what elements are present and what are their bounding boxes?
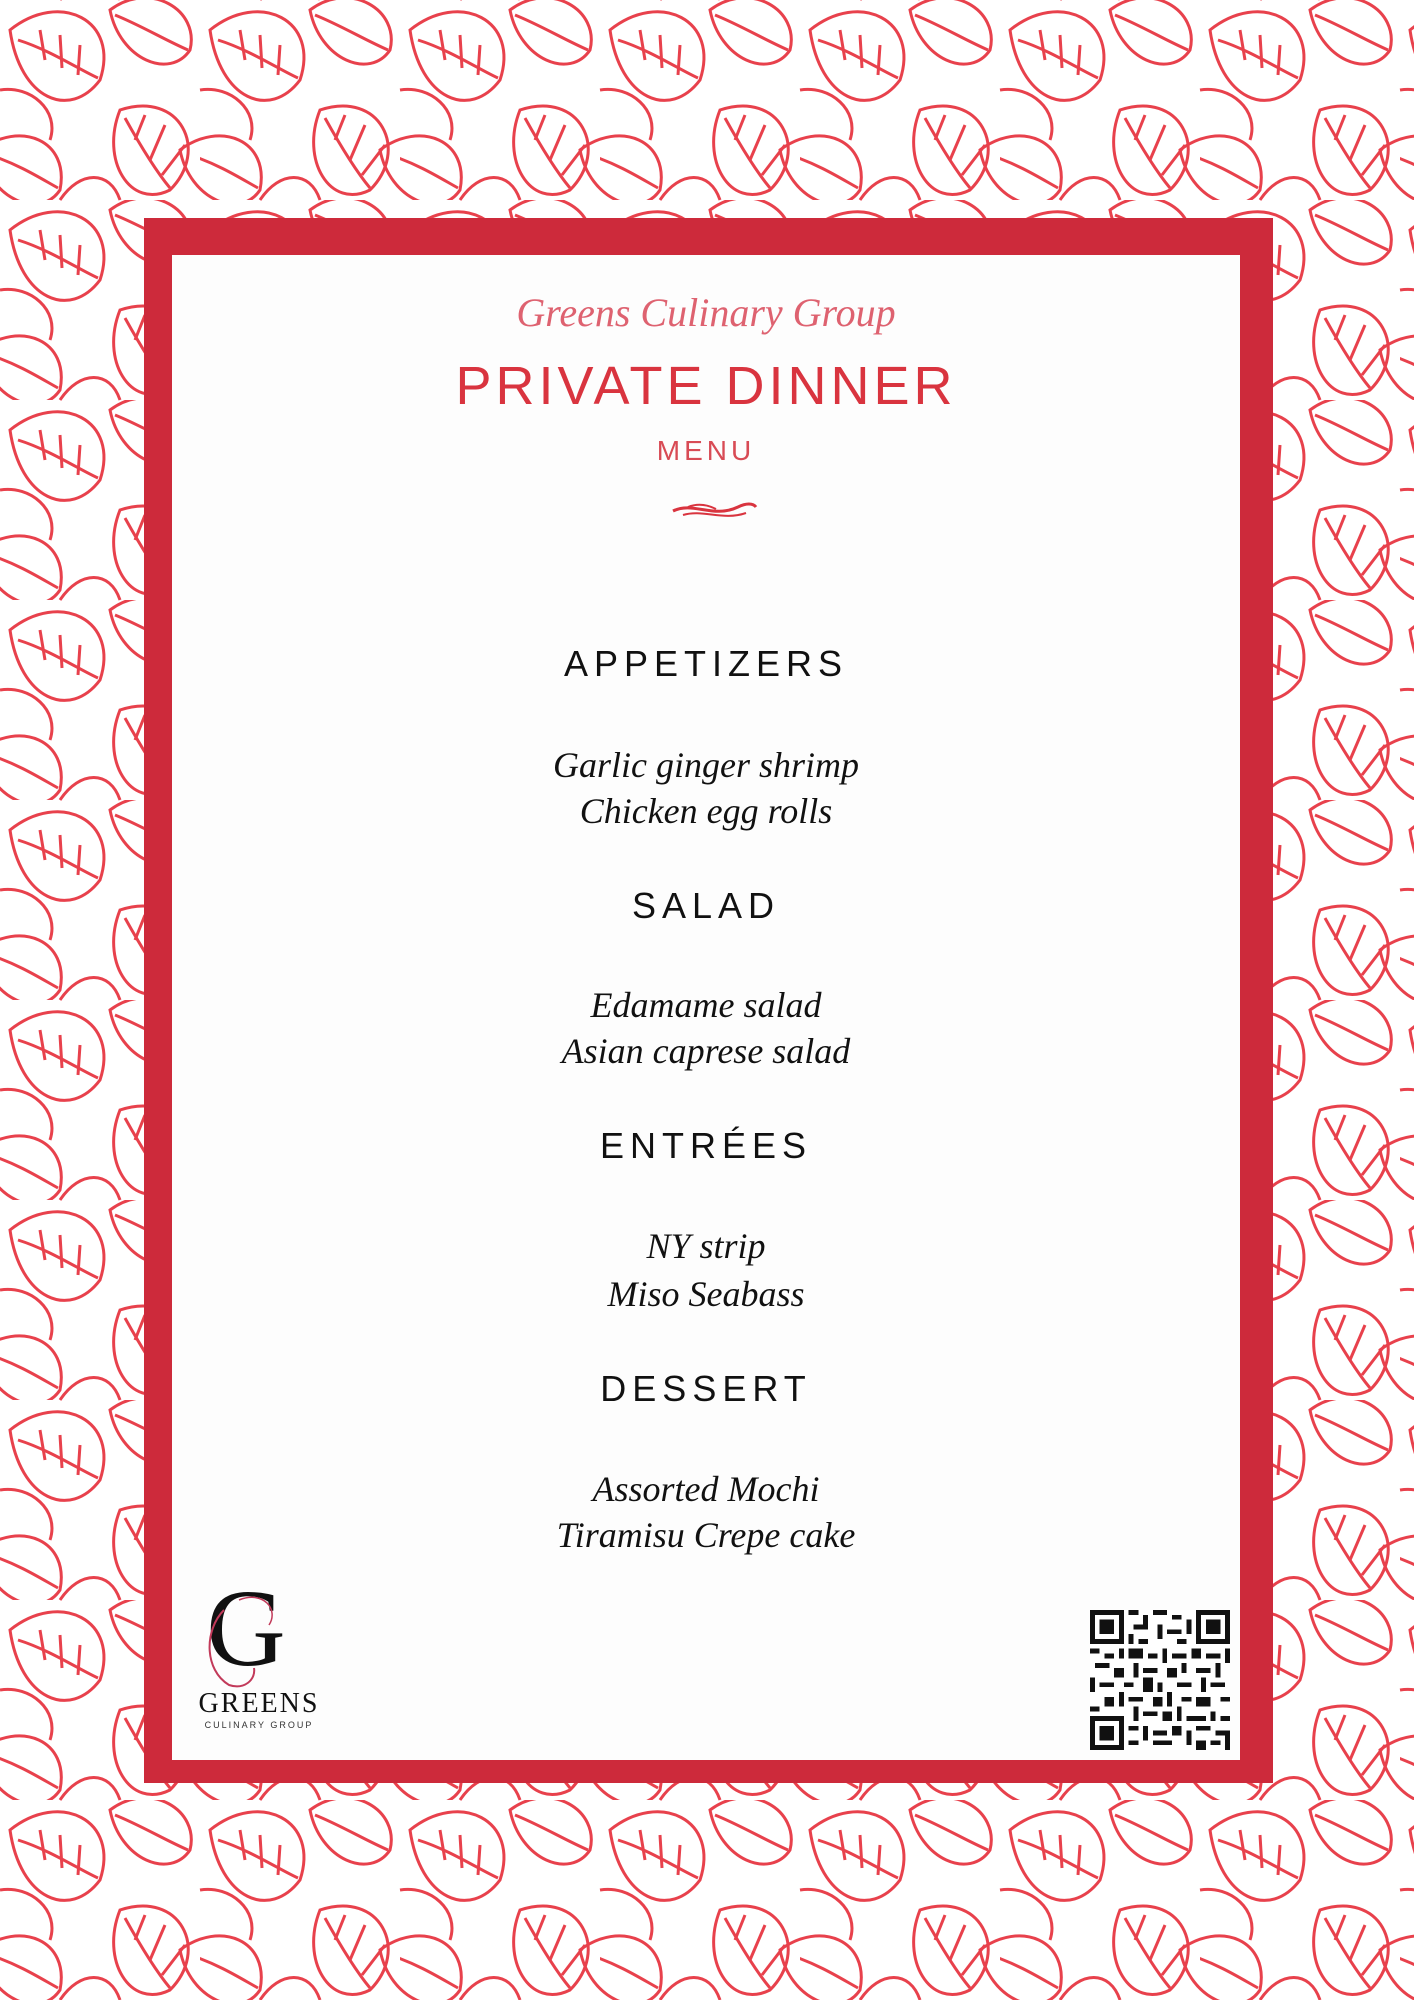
page-subtitle: MENU [656, 435, 756, 466]
logo-name: GREENS [198, 1688, 320, 1719]
section-title-salad: SALAD [631, 885, 781, 926]
menu-item: Assorted Mochi [592, 1469, 820, 1509]
menu-item: Chicken egg rolls [579, 791, 833, 831]
menu-item: Asian caprese salad [561, 1031, 851, 1071]
group-name: Greens Culinary Group [516, 290, 896, 335]
menu-item: NY strip [646, 1226, 766, 1266]
section-title-dessert: DESSERT [600, 1368, 812, 1409]
section-title-appetizers: APPETIZERS [563, 643, 849, 684]
menu-item: Tiramisu Crepe cake [556, 1515, 856, 1555]
greens-logo [184, 1570, 334, 1740]
menu-item: Miso Seabass [607, 1274, 805, 1314]
flourish-icon [668, 493, 758, 523]
menu-card [172, 255, 1240, 1760]
logo-monogram: G [206, 1570, 286, 1689]
section-title-entrees: ENTRÉES [599, 1125, 813, 1166]
logo-tagline: CULINARY GROUP [204, 1720, 314, 1730]
menu-item: Edamame salad [590, 985, 822, 1025]
menu-item: Garlic ginger shrimp [553, 745, 859, 785]
page-title: PRIVATE DINNER [455, 356, 957, 416]
qr-code-icon[interactable] [1090, 1610, 1230, 1750]
